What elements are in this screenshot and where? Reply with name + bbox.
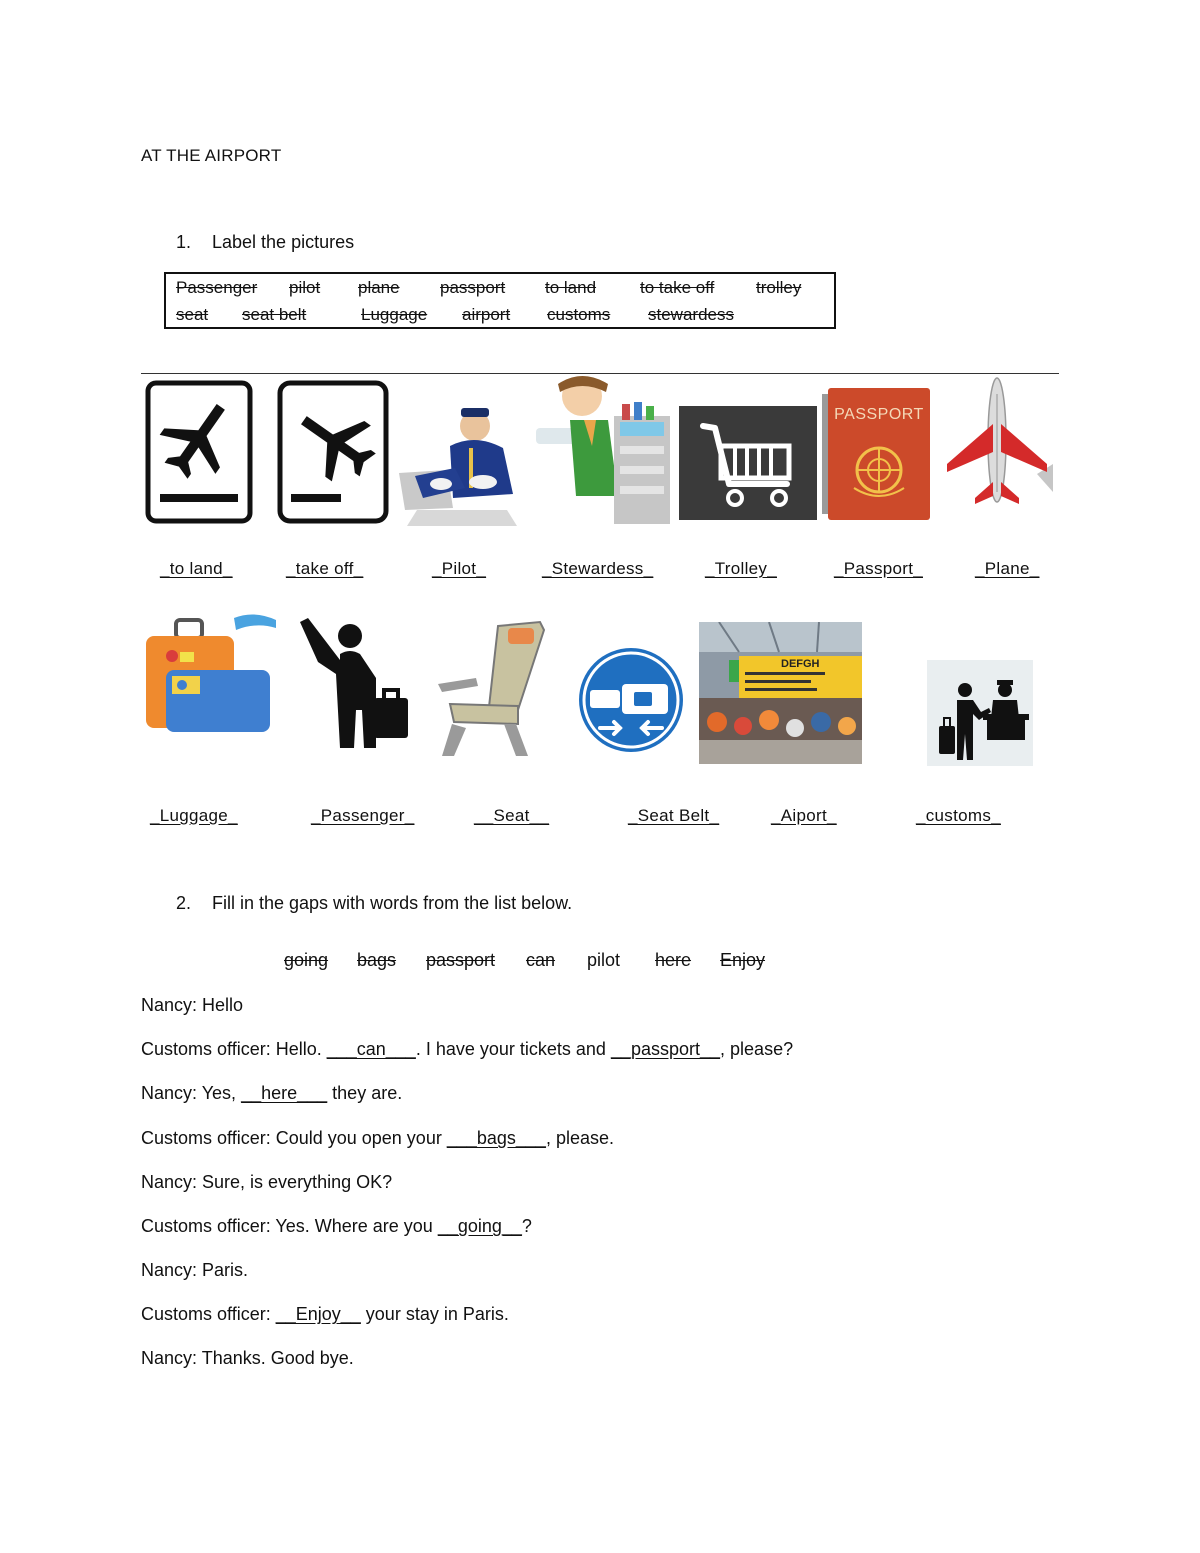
question-2-number: 2. (176, 893, 192, 913)
gap-can: ___can___ (326, 1039, 416, 1059)
label-trolley: _Trolley_ (705, 559, 777, 578)
box-word-trolley: trolley (756, 278, 802, 297)
dialogue-line-1: Nancy: Hello (141, 995, 244, 1015)
luggage-picture (144, 612, 278, 734)
question-1-number: 1. (176, 232, 192, 252)
box-word-passport: passport (440, 278, 506, 297)
dialogue-line-8: Customs officer: __Enjoy__ your stay in Paris. (141, 1304, 509, 1324)
passenger-icon (296, 618, 412, 754)
box-word-to-land: to land (545, 278, 597, 297)
bank-word-going: going (284, 950, 329, 970)
box-word-to-take-off: to take off (640, 278, 715, 297)
question-2-text: Fill in the gaps with words from the list below. (212, 893, 573, 913)
dialogue-line-4: Customs officer: Could you open your ___bags___, please. (141, 1128, 614, 1148)
box-word-customs: customs (547, 305, 611, 324)
passport-picture (822, 388, 932, 522)
customs-icon (927, 660, 1033, 766)
label-plane: _Plane_ (975, 559, 1040, 578)
dialogue-line-3: Nancy: Yes, __here___ they are. (141, 1083, 403, 1103)
departures-icon (277, 380, 389, 524)
label-seat-belt: _Seat Belt_ (628, 806, 720, 825)
arrivals-icon (145, 380, 253, 524)
gap-passport: __passport__ (610, 1039, 721, 1059)
airport-sign-text: DEFGH (781, 658, 820, 670)
bank-word-bags: bags (357, 950, 397, 970)
separator-line (141, 373, 1059, 374)
trolley-icon (679, 406, 817, 520)
label-pilot: _Pilot_ (432, 559, 487, 578)
dialogue-line-2: Customs officer: Hello. ___can___. I have your tickets and __passport__, please? (141, 1039, 794, 1059)
airport-picture (699, 622, 862, 764)
dialogue-line-7: Nancy: Paris. (141, 1260, 249, 1280)
label-passenger: _Passenger_ (311, 806, 415, 825)
plane-picture (945, 374, 1055, 508)
seat-picture (432, 620, 548, 760)
label-seat: __Seat__ (474, 806, 550, 825)
label-passport: _Passport_ (834, 559, 923, 578)
label-customs: _customs_ (916, 806, 1001, 825)
bank-word-passport: passport (426, 950, 496, 970)
gap-going: __going__ (437, 1216, 522, 1236)
label-airport: _Aiport_ (771, 806, 837, 825)
gap-enjoy: __Enjoy__ (275, 1304, 361, 1324)
worksheet-title: AT THE AIRPORT (141, 146, 282, 165)
box-word-luggage: Luggage (361, 305, 428, 324)
bank-word-can: can (526, 950, 556, 970)
stewardess-picture (534, 376, 674, 524)
box-word-seat-belt: seat belt (242, 305, 307, 324)
question-1-text: Label the pictures (212, 232, 355, 252)
bank-word-here: here (655, 950, 692, 970)
box-word-stewardess: stewardess (648, 305, 734, 324)
dialogue-line-5: Nancy: Sure, is everything OK? (141, 1172, 393, 1192)
pilot-picture (395, 398, 530, 526)
box-word-airport: airport (462, 305, 511, 324)
passport-cover-text: PASSPORT (834, 406, 924, 423)
dialogue-line-6: Customs officer: Yes. Where are you __going__? (141, 1216, 532, 1236)
question-2 (176, 893, 572, 914)
bank-word-pilot: pilot (587, 950, 621, 970)
label-stewardess: _Stewardess_ (542, 559, 654, 578)
bank-word-enjoy: Enjoy (720, 950, 766, 970)
box-word-seat: seat (176, 305, 209, 324)
seat-belt-icon (578, 640, 684, 760)
gap-bags: ___bags___ (446, 1128, 546, 1148)
box-word-plane: plane (358, 278, 400, 297)
box-word-pilot: pilot (289, 278, 321, 297)
label-to-land: _to land_ (160, 559, 233, 578)
dialogue-line-9: Nancy: Thanks. Good bye. (141, 1348, 354, 1368)
label-take-off: _take off_ (286, 559, 364, 578)
box-word-passenger: Passenger (176, 278, 258, 297)
word-box (164, 272, 836, 329)
gap-here: __here___ (241, 1083, 328, 1103)
label-luggage: _Luggage_ (150, 806, 238, 825)
question-1 (176, 232, 354, 253)
